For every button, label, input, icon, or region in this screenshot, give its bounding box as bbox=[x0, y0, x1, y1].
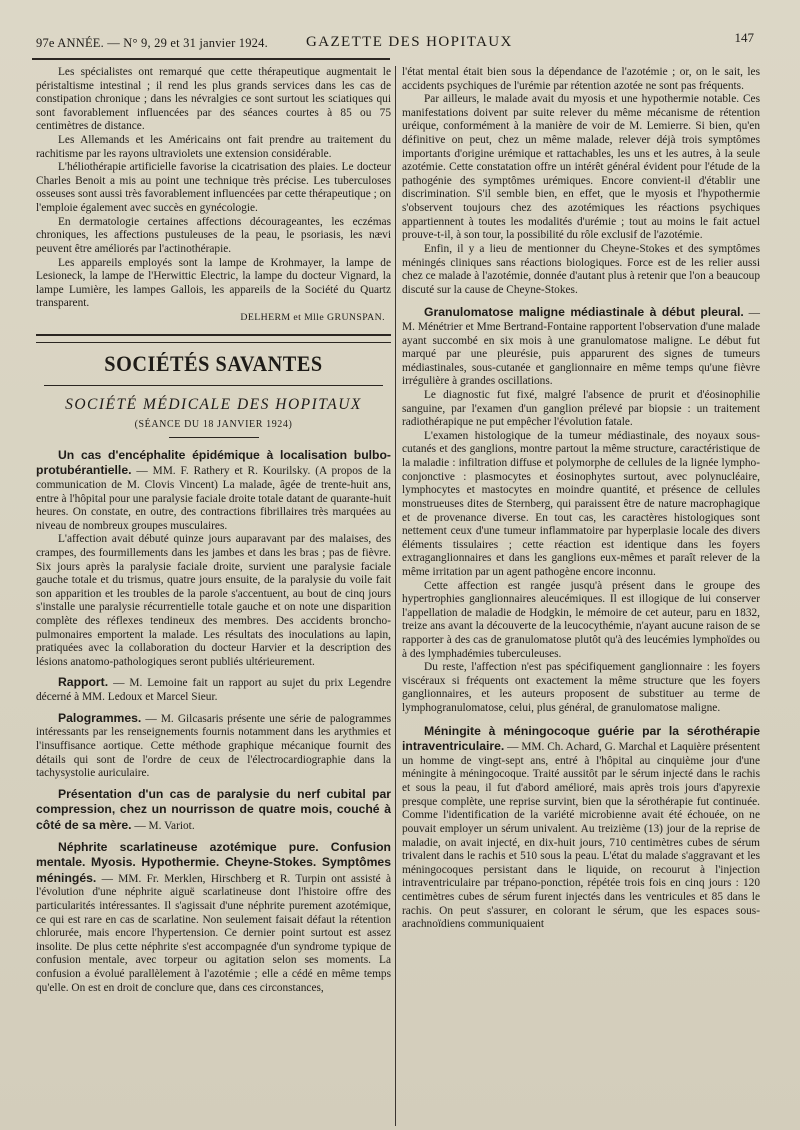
publication-title: GAZETTE DES HOPITAUX bbox=[306, 34, 513, 50]
left-column bbox=[36, 66, 391, 995]
article-text: — M. Lemoine fait un rapport au sujet du prix Legendre décerné à MM. Ledoux et Marcel Sieur. bbox=[36, 677, 391, 704]
article-text: (A propos de la communication de M. Clovis Vincent) La malade, âgée de trente-huit ans, entre à l'hôpital pour une paralysie faciale droite totale datant de quarante-huit heures. On constate, en outre, des contractions fibrillaires très marquées au niveau de nombreux groupes musculaires. bbox=[36, 465, 391, 532]
intro-paragraph: Les spécialistes ont remarqué que cette thérapeutique augmentait le péristaltisme intestinal ; il rend les plus grands services dans les cas de constipation chronique ; dans les névralgies ce sont surtout les sciatiques qui sont favorablement influencées par des séances courtes à 85 ou 75 centimètres de distance. bbox=[36, 66, 391, 133]
intro-paragraph: Les appareils employés sont la lampe de Krohmayer, la lampe de Lesioneck, la lampe de l'Herwittic Electric, la lampe du docteur Vignard, la lampe Lumière, les lampes Gallois, les appareils de la Société du Quartz transparent. bbox=[36, 256, 391, 310]
session-rule bbox=[169, 437, 259, 438]
section-rule bbox=[44, 385, 383, 386]
article bbox=[402, 305, 760, 389]
article-title: Présentation d'un cas de paralysie du nerf cubital par compression, chez un nourrisson de quatre mois, couché à côté de sa mère. bbox=[36, 786, 391, 832]
article-title: Un cas d'encéphalite épidémique à localisation bulbo-protubérantielle. bbox=[36, 447, 391, 478]
article-title: Granulomatose maligne médiastinale à début pleural. bbox=[424, 305, 744, 320]
article-paragraph: Cette affection est rangée jusqu'à présent dans le groupe des hypertrophies ganglionnaires aleucémiques. Il est illogique de lui conserver l'appellation de maladie de Hodgkin, le mémoire de cet auteur, paru en 1832, treize ans avant la découverte de la leucocythémie, n'ayant aucune raison de se rapporter à des cas de granulomatose plutôt qu'à des leucémies lymphoïdes ou à des lymphadémies tuberculeuses. bbox=[402, 579, 760, 660]
article-authors: — M. Variot. bbox=[131, 819, 195, 832]
running-header bbox=[36, 30, 754, 54]
continuation-paragraph: Par ailleurs, le malade avait du myosis et une hypothermie notable. Ces manifestations doivent par suite relever du même mécanisme de rétention uréique, conformément à la manière de voir de M. Lemierre. Si bien, qu'en définitive on peut, chez un même malade, relever déjà trois symptômes importants d'origine urémique et rattachables, les uns et les autres, à la seule azotémie. Cette constatation offre un intérêt général évident pour l'étude de la pathogénie des symptômes urémiques. Encore convient-il d'établir une discrimination. S'il semble bien, en effet, que le myosis et l'hypothermie s'observent toujours chez des azotémiques les réactions psychiques appartiennent à toutes les modalités d'urémie ; tout au moins le fait actuel prouve-t-il, à son tour, la possibilité du rôle exclusif de l'azotémie. bbox=[402, 93, 760, 242]
article bbox=[36, 675, 391, 704]
article-text: — M. Ménétrier et Mme Bertrand-Fontaine rapportent l'observation d'une malade ayant succombé en six mois à une granulomatose maligne. Le début fut marqué par une pleurésie, puis apparurent des signes de tumeurs médiastinales, sous-cutanée et ganglionnaire en même temps qu'une fièvre irrégulière à grandes oscillations. bbox=[402, 307, 760, 388]
header-rule bbox=[32, 58, 390, 60]
article-paragraph: Le diagnostic fut fixé, malgré l'absence de prurit et d'éosinophilie sanguine, par l'examen d'un ganglion prélevé par biopsie : un traitement radiothérapique ne put empêcher l'évolution fatale. bbox=[402, 389, 760, 429]
intro-paragraph: L'héliothérapie artificielle favorise la cicatrisation des plaies. Le docteur Charles Benoit a mis au point une technique très précise. Les tuberculoses osseuses sont aussi très favorablement influencées par cette thérapeutique ; on l'emploie également avec succès en gynécologie. bbox=[36, 161, 391, 215]
article-paragraph: L'affection avait débuté quinze jours auparavant par des malaises, des crampes, des fourmillements dans les jambes et dans les bras ; pas de fièvre. Six jours après la paralysie faciale droite, survient une paralysie faciale gauche totale et du trismus, quatre jours ensuite, de la paralysie du voile fait son apparition et les troubles de la parole s'accentuent, au bout de cinq jours s'installe une paralysie récurrentielle totale gauche et on note une disparition complète des réflexes tendineux des membres. Des accidents broncho-pulmonaires emportent la malade. Les résultats des inoculations au lapin, pratiquées avec la collaboration du docteur Harvier et la description des lésions anatomo-pathologiques seront publiés ultérieurement. bbox=[36, 533, 391, 668]
right-column bbox=[402, 66, 760, 932]
society-name: SOCIÉTÉ MÉDICALE DES HOPITAUX bbox=[65, 396, 362, 414]
section-top-rule bbox=[36, 334, 391, 343]
article-title: Néphrite scarlatineuse azotémique pure. Confusion mentale. Myosis. Hypothermie. Cheyne-Stokes. Symptômes méningés. bbox=[36, 839, 391, 885]
article-text: — MM. Fr. Merklen, Hirschberg et R. Turpin ont assisté à l'évolution d'une néphrite aiguë scarlatineuse dont l'histoire offre des particularités intéressantes. Il s'agissait d'une néphrite purement azotémique, ce qui est rare en cas de scarlatine. Non seulement faisait défaut la rétention chlorurée, mais encore l'hypertension. Ce dernier point surtout est assez insolite. De plus cette néphrite s'est accompagnée d'un syndrome typique de confusion mentale, avec torpeur ou agitation selon ses moments. La confusion a évolué parallèlement à l'azotémie ; elle a cédé en même temps qu'elle. On est en droit de conclure que, dans ces circonstances, bbox=[36, 872, 391, 994]
article-title: Méningite à méningocoque guérie par la sérothérapie intraventriculaire. bbox=[402, 723, 760, 754]
societes-savantes-section bbox=[36, 334, 391, 438]
continuation-paragraph: Enfin, il y a lieu de mentionner du Cheyne-Stokes et des symptômes méningés cliniques sans réactions biologiques. Force est de les relier aussi chez ce malade à l'azotémie, donnée d'autant plus à retenir que l'on a beaucoup discuté sur la cause de Cheyne-Stokes. bbox=[402, 242, 760, 296]
article bbox=[36, 787, 391, 834]
article bbox=[36, 711, 391, 781]
page-number: 147 bbox=[734, 30, 754, 45]
article-paragraph: Du reste, l'affection n'est pas spécifiquement ganglionnaire : les foyers viscéraux si fréquents ont exactement la même structure que les foyers ganglionnaires, et les auteurs proposent de substituer au terme de lymphogranulomatose, celui, plus général, de granulomatose maligne. bbox=[402, 661, 760, 715]
issue-info: 97e ANNÉE. — N° 9, 29 et 31 janvier 1924. bbox=[36, 36, 268, 50]
article bbox=[36, 448, 391, 534]
section-title: SOCIÉTÉS SAVANTES bbox=[104, 350, 323, 376]
article bbox=[402, 724, 760, 932]
article-paragraph: L'examen histologique de la tumeur médiastinale, des noyaux sous-cutanés et des ganglions, montre partout la même structure, caractéristique de la maladie : infiltration diffuse et polymorphe de cellules de la lignée lympho-conjonctive : plasmocytes et éosinophytes surtout, avec polynucléaire, lymphocytes et mastocytes en moindre quantité, et présence de cellules monstrueuses dites de Sternberg, qui paraissent être de nature macrophagique et de provenance diverse. En tout cas, les caractères histologiques sont nettement ceux d'une tumeur inflammatoire par hyperplasie locale des divers éléments tissulaires ; cette réaction est identique dans les foyers extraganglionnaires et dans les ganglions eux-mêmes et paraît relever de la même irritation par un agent pathogène encore inconnu. bbox=[402, 429, 760, 578]
article-text: — M. Gilcasaris présente une série de palogrammes intéressants par les renseignements fournis notamment dans les arythmies et l'insuffisance aortique. Cette méthode graphique mécanique fournit des détails qui sont de l'ordre de ceux de l'électrocardiographie dans la tachysystolie auriculaire. bbox=[36, 712, 391, 780]
article-title: Rapport. bbox=[58, 675, 109, 690]
article-authors: — MM. F. Rathery et R. Kourilsky. bbox=[131, 465, 311, 478]
intro-paragraph: En dermatologie certaines affections décourageantes, les eczémas chroniques, les affections pustuleuses de la peau, le psoriasis, les nævi peuvent être améliorés par l'actinothérapie. bbox=[36, 215, 391, 255]
session-date: (SÉANCE DU 18 JANVIER 1924) bbox=[134, 418, 293, 430]
column-divider bbox=[395, 66, 396, 1126]
article-text: — MM. Ch. Achard, G. Marchal et Laquière présentent un homme de vingt-sept ans, entré à l'hôpital au cinquième jour d'une méningite à méningocoque. Traité aussitôt par le sérum injecté dans le rachis et sous la peau, il fut d'abord amélioré, mais après trois jours d'apyrexie presque complète, une reprise survint, bien que la sérothérapie fut continuée. Comme l'identification de la variété microbienne avait été échouée, on ne pouvait employer un sérum univalent. Au treizième (13) jour de la reprise de maladie, on avait injecté, en dix-huit jours, 710 centimètres cubes de sérum trivalent dans le rachis et 510 sous la peau. L'état du malade s'aggravant et les méningocoques persistant dans le liquide, on recourut à l'injection intraventriculaire par trépano-ponction, répétée trois fois en cinq jours : 120 centimètres cubes de sérum furent injectés dans les ventricules et 85 dans le rachis. On peut s'assurer, en colorant le sérum, que les espaces sous-arachnoïdiens communiquaient bbox=[402, 741, 760, 931]
intro-paragraph: Les Allemands et les Américains ont fait prendre au traitement du rachitisme par les rayons ultraviolets une extension considérable. bbox=[36, 134, 391, 160]
continuation-paragraph: l'état mental était bien sous la dépendance de l'azotémie ; or, on le sait, les accidents psychiques de l'urémie par rétention azotée ne sont pas fréquents. bbox=[402, 66, 760, 92]
article-title: Palogrammes. bbox=[58, 710, 142, 725]
article-signature: DELHERM et Mlle GRUNSPAN. bbox=[240, 311, 385, 323]
article bbox=[36, 840, 391, 996]
